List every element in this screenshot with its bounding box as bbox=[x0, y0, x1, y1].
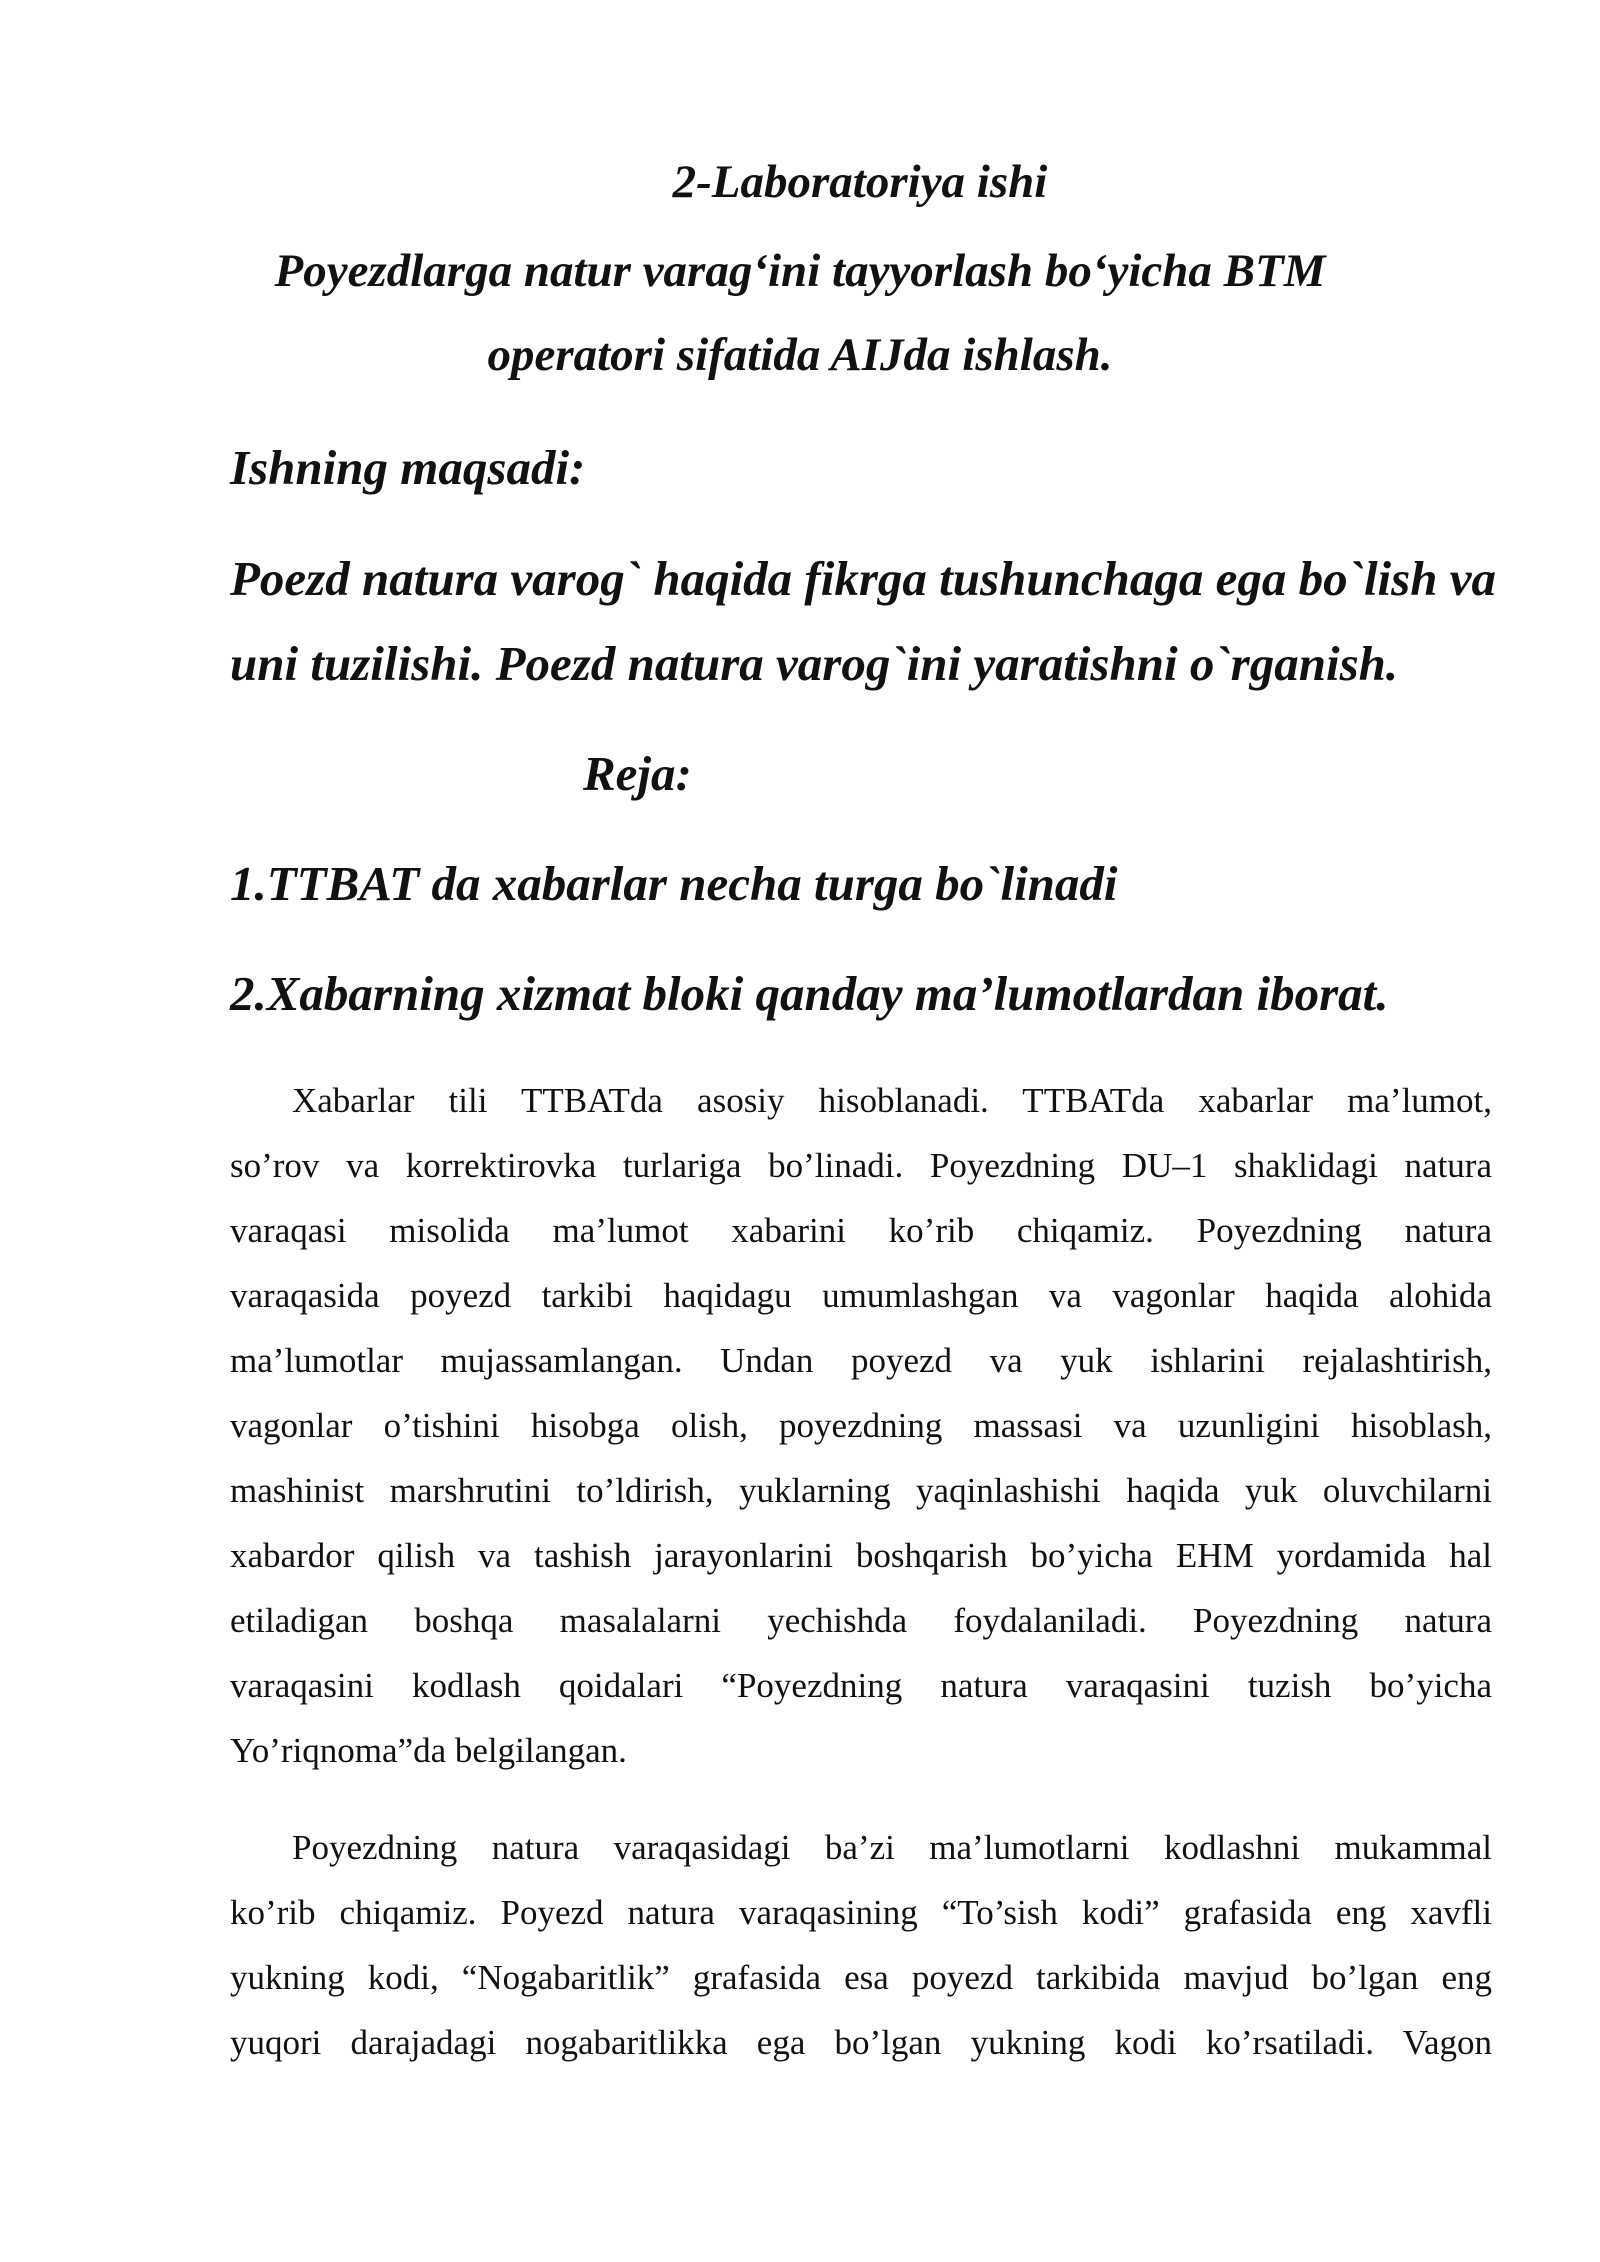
paragraph-line: ko’rib chiqamiz. Poyezd natura varaqasining “To’sish kodi” grafasida eng xavfli bbox=[230, 1893, 1492, 1932]
paragraph-line: varaqasini kodlash qoidalari “Poyezdning natura varaqasini tuzish bo’yicha bbox=[230, 1666, 1492, 1705]
paragraph-line: xabardor qilish va tashish jarayonlarini boshqarish bo’yicha EHM yordamida hal bbox=[230, 1536, 1492, 1575]
plan-item-2: 2.Xabarning xizmat bloki qanday ma’lumotlardan iborat. bbox=[230, 966, 1389, 1021]
plan-item-1: 1.TTBAT da xabarlar necha turga bo`linadi bbox=[230, 856, 1118, 911]
paragraph-line: Poyezdning natura varaqasidagi ba’zi ma’lumotlarni kodlashni mukammal bbox=[292, 1828, 1492, 1867]
lab-title: 2-Laboratoriya ishi bbox=[672, 156, 1048, 208]
paragraph-line: mashinist marshrutini to’ldirish, yuklarning yaqinlashishi haqida yuk oluvchilarni bbox=[230, 1471, 1492, 1510]
paragraph-line: yuqori darajadagi nogabaritlikka ega bo’lgan yukning kodi ko’rsatiladi. Vagon bbox=[230, 2023, 1492, 2062]
paragraph-line: varaqasida poyezd tarkibi haqidagu umumlashgan va vagonlar haqida alohida bbox=[230, 1276, 1492, 1315]
goal-label: Ishning maqsadi: bbox=[230, 440, 586, 495]
topic-title-line-1: Poyezdlarga natur varag‘ini tayyorlash bo‘yicha BTM bbox=[274, 245, 1326, 297]
paragraph-line: ma’lumotlar mujassamlangan. Undan poyezd va yuk ishlarini rejalashtirish, bbox=[230, 1341, 1492, 1380]
goal-text-line-2: uni tuzilishi. Poezd natura varog`ini yaratishni o`rganish. bbox=[230, 636, 1399, 691]
body-paragraph-2 bbox=[230, 1815, 1492, 2075]
paragraph-line: varaqasi misolida ma’lumot xabarini ko’rib chiqamiz. Poyezdning natura bbox=[230, 1211, 1492, 1250]
paragraph-line: Yo’riqnoma”da belgilangan. bbox=[230, 1731, 627, 1770]
topic-title-line-2: operatori sifatida AIJda ishlash. bbox=[487, 329, 1113, 381]
paragraph-line: etiladigan boshqa masalalarni yechishda foydalaniladi. Poyezdning natura bbox=[230, 1601, 1492, 1640]
paragraph-line: so’rov va korrektirovka turlariga bo’linadi. Poyezdning DU–1 shaklidagi natura bbox=[230, 1146, 1492, 1185]
paragraph-line: vagonlar o’tishini hisobga olish, poyezdning massasi va uzunligini hisoblash, bbox=[230, 1406, 1492, 1445]
goal-text-line-1: Poezd natura varog` haqida fikrga tushunchaga ega bo`lish va bbox=[230, 551, 1496, 606]
paragraph-line: yukning kodi, “Nogabaritlik” grafasida esa poyezd tarkibida mavjud bo’lgan eng bbox=[230, 1958, 1492, 1997]
body-paragraph-1 bbox=[230, 1068, 1492, 1783]
plan-label: Reja: bbox=[583, 746, 692, 801]
paragraph-line: Xabarlar tili TTBATda asosiy hisoblanadi. TTBATda xabarlar ma’lumot, bbox=[292, 1081, 1492, 1120]
